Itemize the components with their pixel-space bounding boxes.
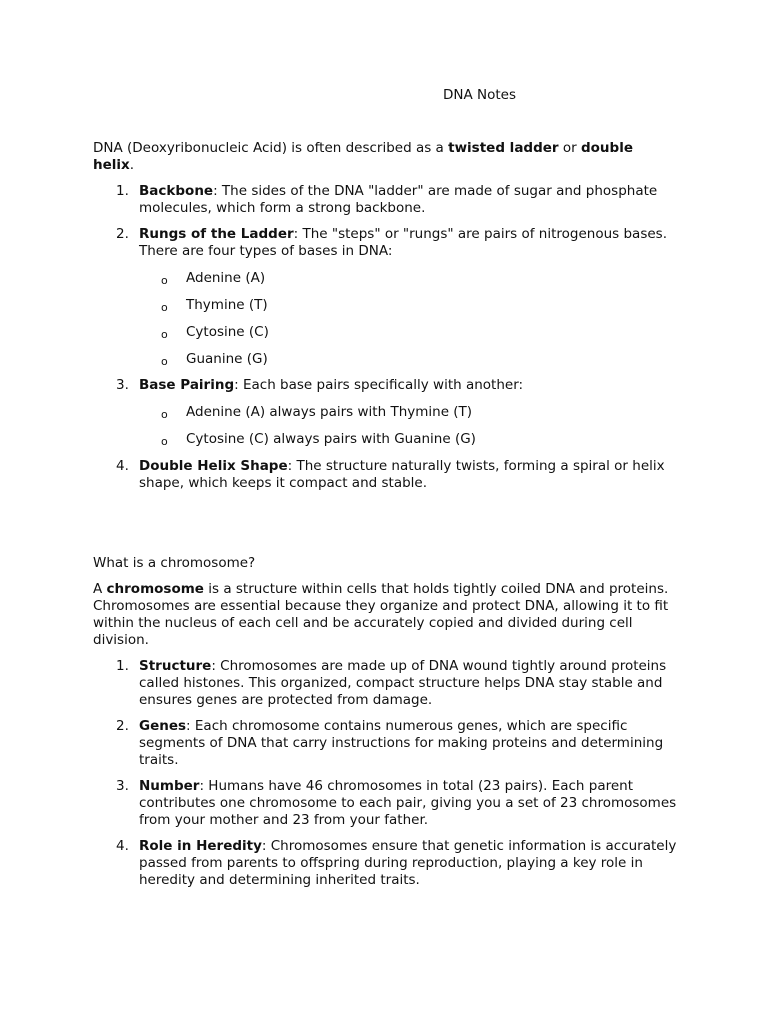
page-title: DNA Notes — [443, 87, 517, 103]
list-number: 2. — [116, 718, 129, 734]
list-text: : Each chromosome contains numerous genes, which are specific segments of DNA that carry instructions for making proteins and determining traits. — [139, 718, 664, 768]
list-text: : Chromosomes ensure that genetic information is accurately passed from parents to offspring during reproduction, playing a key role in heredity and determining inherited traits. — [139, 838, 677, 888]
bullet-icon: o — [161, 301, 168, 314]
section-question: What is a chromosome? — [93, 555, 256, 571]
list-number: 3. — [116, 778, 129, 794]
list-term: Structure — [139, 658, 212, 674]
list-number: 4. — [116, 458, 129, 474]
pair-item: Adenine (A) always pairs with Thymine (T) — [186, 404, 473, 420]
base-item: Guanine (G) — [186, 351, 268, 367]
bullet-icon: o — [161, 355, 168, 368]
bullet-icon: o — [161, 328, 168, 341]
list-number: 3. — [116, 377, 129, 393]
paragraph-text: A — [93, 581, 107, 597]
paragraph-text: is a structure within cells that holds tightly coiled DNA and proteins. Chromosomes are essential because they organize and protect DNA, allowing it to fit within the nucleus of each cell and be accurately copied and divided during cell division. — [93, 581, 669, 648]
list-term: Backbone — [139, 183, 214, 199]
list-item — [139, 778, 679, 829]
list-item — [139, 183, 679, 217]
list-term: Number — [139, 778, 200, 794]
chromosome-paragraph — [93, 581, 673, 649]
list-number: 1. — [116, 183, 129, 199]
list-term: Rungs of the Ladder — [139, 226, 294, 242]
bullet-icon: o — [161, 435, 168, 448]
list-text: : Chromosomes are made up of DNA wound tightly around proteins called histones. This organized, compact structure helps DNA stay stable and ensures genes are protected from damage. — [139, 658, 667, 708]
list-item — [139, 658, 679, 709]
pair-item: Cytosine (C) always pairs with Guanine (G) — [186, 431, 476, 447]
base-item: Adenine (A) — [186, 270, 266, 286]
list-text: : Each base pairs specifically with another: — [234, 377, 524, 393]
base-item: Thymine (T) — [186, 297, 268, 313]
list-number: 1. — [116, 658, 129, 674]
list-number: 2. — [116, 226, 129, 242]
list-item — [139, 458, 679, 492]
list-text: : The sides of the DNA "ladder" are made of sugar and phosphate molecules, which form a strong backbone. — [139, 183, 658, 216]
list-number: 4. — [116, 838, 129, 854]
paragraph-term: chromosome — [106, 581, 204, 597]
list-item — [139, 838, 679, 889]
list-text: : The "steps" or "rungs" are pairs of nitrogenous bases. There are four types of bases in DNA: — [139, 226, 667, 259]
list-term: Double Helix Shape — [139, 458, 288, 474]
intro-paragraph — [93, 140, 673, 174]
intro-text: DNA (Deoxyribonucleic Acid) is often described as a — [93, 140, 449, 156]
list-text: : Humans have 46 chromosomes in total (23 pairs). Each parent contributes one chromosome to each pair, giving you a set of 23 chromosomes from your mother and 23 from your father. — [139, 778, 677, 828]
list-term: Role in Heredity — [139, 838, 262, 854]
intro-term-double-helix: double helix — [93, 140, 633, 173]
list-term: Base Pairing — [139, 377, 235, 393]
base-item: Cytosine (C) — [186, 324, 269, 340]
list-text: : The structure naturally twists, forming a spiral or helix shape, which keeps it compact and stable. — [139, 458, 665, 491]
list-item — [139, 377, 679, 394]
list-term: Genes — [139, 718, 187, 734]
list-item — [139, 226, 679, 260]
list-item — [139, 718, 679, 769]
bullet-icon: o — [161, 408, 168, 421]
intro-term-twisted-ladder: twisted ladder — [448, 140, 559, 156]
intro-text: . — [129, 157, 135, 173]
bullet-icon: o — [161, 274, 168, 287]
intro-text: or — [558, 140, 581, 156]
